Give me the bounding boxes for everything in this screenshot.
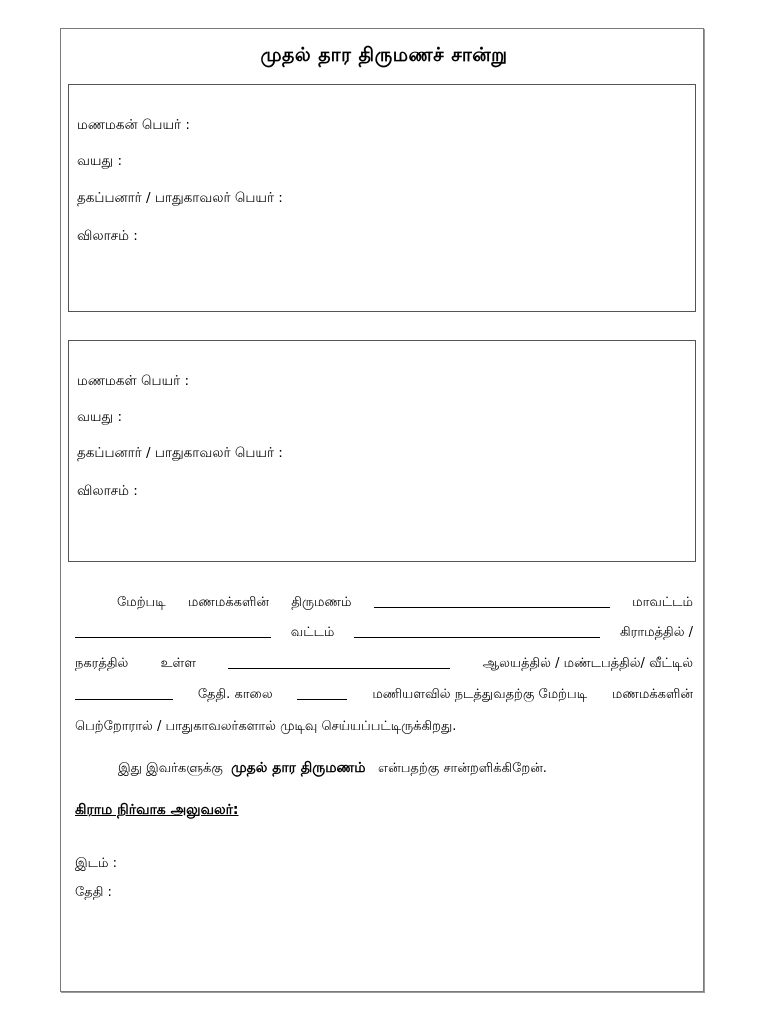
time-blank-line <box>297 687 347 700</box>
groom-address-label: விலாசம் : <box>77 228 138 244</box>
venue-blank-line <box>228 656 450 669</box>
groom-guardian-label: தகப்பனார் / பாதுகாவலர் பெயர் : <box>77 190 283 206</box>
bride-name-label: மணமகள் பெயர் : <box>77 373 190 389</box>
paragraph-text: மணமக்களின் <box>187 595 269 610</box>
paragraph-text: வட்டம் <box>290 625 335 640</box>
village-blank-line <box>354 625 600 638</box>
page-title: முதல் தார திருமணச் சான்று <box>260 44 508 66</box>
certification-emphasis: முதல் தார திருமணம் <box>231 760 366 776</box>
paragraph-line-1 <box>117 595 693 613</box>
paragraph-line-5: பெற்றோரால் / பாதுகாவலர்களால் முடிவு செய்யப்பட்டிருக்கிறது. <box>75 719 457 734</box>
date-blank-line <box>75 687 173 700</box>
paragraph-line-3 <box>75 656 693 674</box>
paragraph-line-4 <box>75 687 693 705</box>
paragraph-text: மணியளவில் நடத்துவதற்கு மேற்படி <box>372 687 588 702</box>
paragraph-text: மணமக்களின் <box>611 687 693 702</box>
place-label: இடம் : <box>75 856 117 871</box>
certification-text: என்பதற்கு சான்றளிக்கிறேன். <box>377 761 547 776</box>
paragraph-text: மேற்படி <box>117 595 166 610</box>
bride-address-label: விலாசம் : <box>77 483 138 499</box>
taluk-blank-line <box>75 625 271 638</box>
paragraph-text: உள்ள <box>160 656 196 671</box>
paragraph-text: கிராமத்தில் / <box>619 625 693 640</box>
paragraph-text: ஆலயத்தில் / மண்டபத்தில்/ வீட்டில் <box>482 656 693 671</box>
groom-details-box <box>68 84 696 312</box>
paragraph-text: தேதி. காலை <box>197 687 273 702</box>
declaration-paragraph <box>75 595 693 745</box>
groom-name-label: மணமகன் பெயர் : <box>77 117 190 133</box>
groom-age-label: வயது : <box>77 153 123 169</box>
district-blank-line <box>374 595 610 608</box>
paragraph-text: திருமணம் <box>291 595 352 610</box>
certification-text: இது இவர்களுக்கு <box>118 761 223 776</box>
bride-age-label: வயது : <box>77 409 123 425</box>
date-label: தேதி : <box>75 885 112 900</box>
paragraph-text: நகரத்தில் <box>75 656 129 671</box>
paragraph-text: மாவட்டம் <box>632 595 693 610</box>
officer-title: கிராம நிர்வாக அலுவலர்: <box>75 802 239 818</box>
bride-details-box <box>68 340 696 562</box>
certification-statement <box>118 760 547 778</box>
bride-guardian-label: தகப்பனார் / பாதுகாவலர் பெயர் : <box>77 445 283 461</box>
paragraph-line-2 <box>75 625 693 643</box>
